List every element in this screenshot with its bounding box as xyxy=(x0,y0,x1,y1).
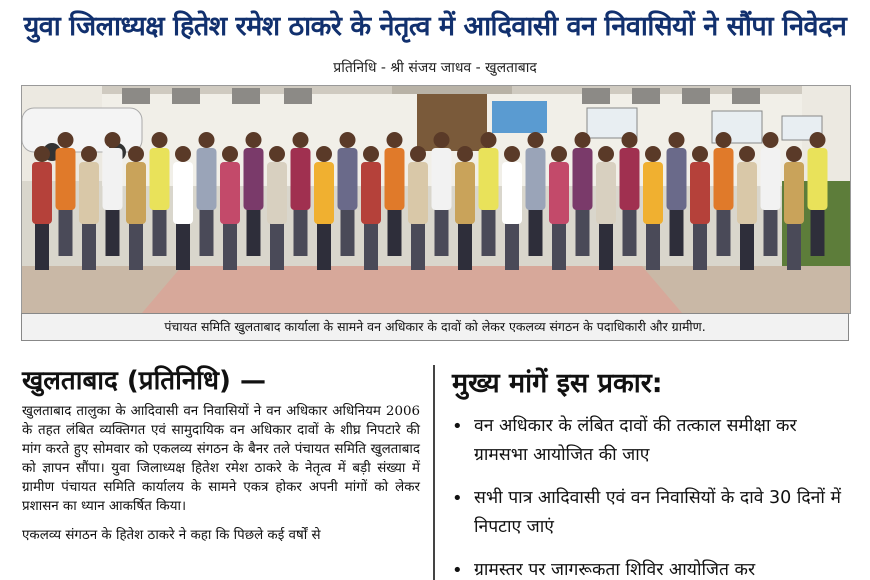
demands-column xyxy=(452,364,852,580)
article-paragraph: एकलव्य संगठन के हितेश ठाकरे ने कहा कि पिछले कई वर्षों से xyxy=(22,528,321,543)
demands-heading: मुख्य मांगें इस प्रकार: xyxy=(452,368,663,399)
demand-item xyxy=(452,484,852,542)
demand-text: सभी पात्र आदिवासी एवं वन निवासियों के दावे 30 दिनों में निपटाए जाएं xyxy=(474,488,841,537)
demand-item xyxy=(452,412,852,470)
headline: युवा जिलाध्यक्ष हितेश रमेश ठाकरे के नेतृत्व में आदिवासी वन निवासियों ने सौंपा निवेदन xyxy=(23,11,847,42)
byline: प्रतिनिधि - श्री संजय जाधव - खुलताबाद xyxy=(333,60,537,76)
dateline-heading: खुलताबाद (प्रतिनिधि) — xyxy=(22,366,266,396)
demands-list xyxy=(452,412,852,580)
bullet-icon: • xyxy=(452,488,463,509)
column-divider xyxy=(433,365,435,580)
bullet-icon: • xyxy=(452,560,463,580)
article-body xyxy=(22,402,420,545)
demand-text: वन अधिकार के लंबित दावों की तत्काल समीक्षा कर ग्रामसभा आयोजित की जाए xyxy=(474,416,797,465)
article-left-column xyxy=(22,364,420,555)
demand-text: ग्रामस्तर पर जागरूकता शिविर आयोजित कर xyxy=(474,560,756,580)
demand-item xyxy=(452,556,852,580)
photo-caption: पंचायत समिति खुलताबाद कार्याला के सामने वन अधिकार के दावों को लेकर एकलव्य संगठन के पदाधिकारी और ग्रामीण. xyxy=(21,313,849,341)
article-paragraph: खुलताबाद तालुका के आदिवासी वन निवासियों ने वन अधिकार अधिनियम 2006 के तहत लंबित व्यक्तिगत एवं सामुदायिक वन अधिकार दावों के शीघ्र निपटारे की मांग करते हुए सोमवार को एकलव्य संगठन के बैनर तले पंचायत समिति खुलताबाद को ज्ञापन सौंपा। युवा जिलाध्यक्ष हितेश रमेश ठाकरे के नेतृत्व में बड़ी संख्या में ग्रामीण पंचायत समिति कार्यालय के सामने एकत्र होकर अपनी मांगों को लेकर प्रशासन का ध्यान आकर्षित किया। xyxy=(22,404,420,514)
bullet-icon: • xyxy=(452,416,463,437)
group-photo xyxy=(21,85,851,314)
